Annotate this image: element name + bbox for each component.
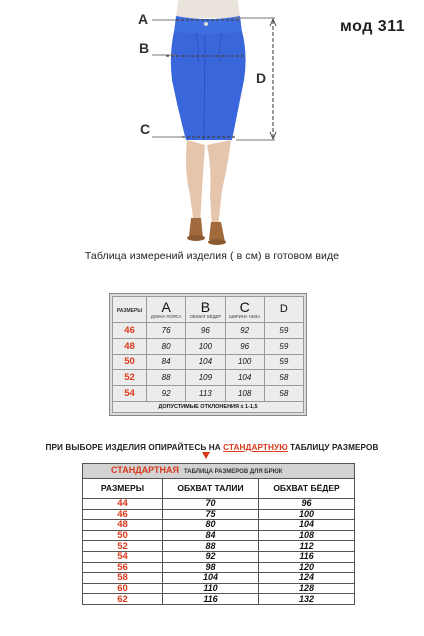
waist-cell: 110 [163,583,259,594]
advice-after: ТАБЛИЦУ РАЗМЕРОВ [287,443,379,452]
table-row [83,573,355,584]
table-row [83,583,355,594]
table-row [83,520,355,531]
waist-cell: 104 [163,573,259,584]
product-measurements-table [109,293,307,416]
value-cell: 59 [264,354,303,370]
header-sizes: РАЗМЕРЫ [83,479,163,499]
hips-cell: 108 [259,530,355,541]
marker-b-label: B [139,40,150,56]
hips-cell: 120 [259,562,355,573]
value-cell: 58 [264,370,303,386]
model-label: мод 311 [340,18,406,35]
value-cell: 92 [225,323,264,339]
value-cell: 96 [225,338,264,354]
hips-cell: 116 [259,551,355,562]
size-cell: 48 [113,338,147,354]
size-cell: 52 [113,370,147,386]
waist-cell: 88 [163,541,259,552]
size-cell: 46 [113,323,147,339]
value-cell: 104 [225,370,264,386]
product-table-header [113,297,304,323]
waist-cell: 80 [163,520,259,531]
size-cell: 54 [113,386,147,402]
table-row [113,386,304,402]
table-row [113,370,304,386]
down-arrow-icon [202,452,210,459]
advice-before: ПРИ ВЫБОРЕ ИЗДЕЛИЯ ОПИРАЙТЕСЬ НА [45,443,224,452]
hips-cell: 124 [259,573,355,584]
standard-title-red: СТАНДАРТНАЯ [111,464,179,475]
value-cell: 100 [186,338,225,354]
waist-cell: 84 [163,530,259,541]
size-cell: 50 [83,530,163,541]
marker-d-label: D [256,70,267,86]
size-cell: 54 [83,551,163,562]
value-cell: 109 [186,370,225,386]
value-cell: 113 [186,386,225,402]
measurements-caption: Таблица измерений изделия ( в см) в готовом виде [84,250,340,262]
header-hips: ОБХВАТ БЁДЕР [259,479,355,499]
hips-cell: 112 [259,541,355,552]
size-cell: 58 [83,573,163,584]
value-cell: 80 [147,338,186,354]
value-cell: 92 [147,386,186,402]
table-row [113,354,304,370]
size-cell: 56 [83,562,163,573]
size-cell: 60 [83,583,163,594]
tolerance-note: ДОПУСТИМЫЕ ОТКЛОНЕНИЯ ± 1-1,5 [113,402,304,413]
table-row [83,530,355,541]
table-row [113,338,304,354]
value-cell: 84 [147,354,186,370]
tolerance-row [113,402,304,413]
standard-title-rest: ТАБЛИЦА РАЗМЕРОВ ДЛЯ БРЮК [183,468,283,475]
waist-cell: 116 [163,594,259,605]
size-cell: 50 [113,354,147,370]
col-c-header: C ШИРИНА НИЗА [225,297,264,323]
size-cell: 52 [83,541,163,552]
size-header: РАЗМЕРЫ [113,297,147,323]
waist-cell: 98 [163,562,259,573]
value-cell: 104 [186,354,225,370]
size-cell: 44 [83,499,163,510]
value-cell: 96 [186,323,225,339]
table-row [83,499,355,510]
col-d-header: D [264,297,303,323]
col-b-header: B ОБХВАТ БЁДЕР [186,297,225,323]
advice-text [0,443,424,452]
skirt-illustration [0,0,424,245]
advice-highlight: СТАНДАРТНУЮ [223,443,288,452]
hips-cell: 104 [259,520,355,531]
col-a-header: A ДЛИНА ПОЯСА [147,297,186,323]
size-cell: 48 [83,520,163,531]
product-photo [0,0,424,245]
standard-size-table [82,463,355,605]
table-row [83,541,355,552]
header-waist: ОБХВАТ ТАЛИИ [163,479,259,499]
standard-table-header [83,479,355,499]
waist-cell: 75 [163,509,259,520]
value-cell: 58 [264,386,303,402]
marker-a-label: A [138,11,149,27]
table-row [83,594,355,605]
standard-table-title [83,464,355,479]
hips-cell: 96 [259,499,355,510]
waist-cell: 70 [163,499,259,510]
hips-cell: 132 [259,594,355,605]
value-cell: 88 [147,370,186,386]
size-cell: 46 [83,509,163,520]
value-cell: 59 [264,338,303,354]
table-row [113,323,304,339]
table-row [83,562,355,573]
value-cell: 100 [225,354,264,370]
waist-cell: 92 [163,551,259,562]
value-cell: 108 [225,386,264,402]
size-cell: 62 [83,594,163,605]
value-cell: 59 [264,323,303,339]
marker-c-label: C [140,121,151,137]
value-cell: 76 [147,323,186,339]
table-row [83,509,355,520]
table-row [83,551,355,562]
hips-cell: 128 [259,583,355,594]
hips-cell: 100 [259,509,355,520]
